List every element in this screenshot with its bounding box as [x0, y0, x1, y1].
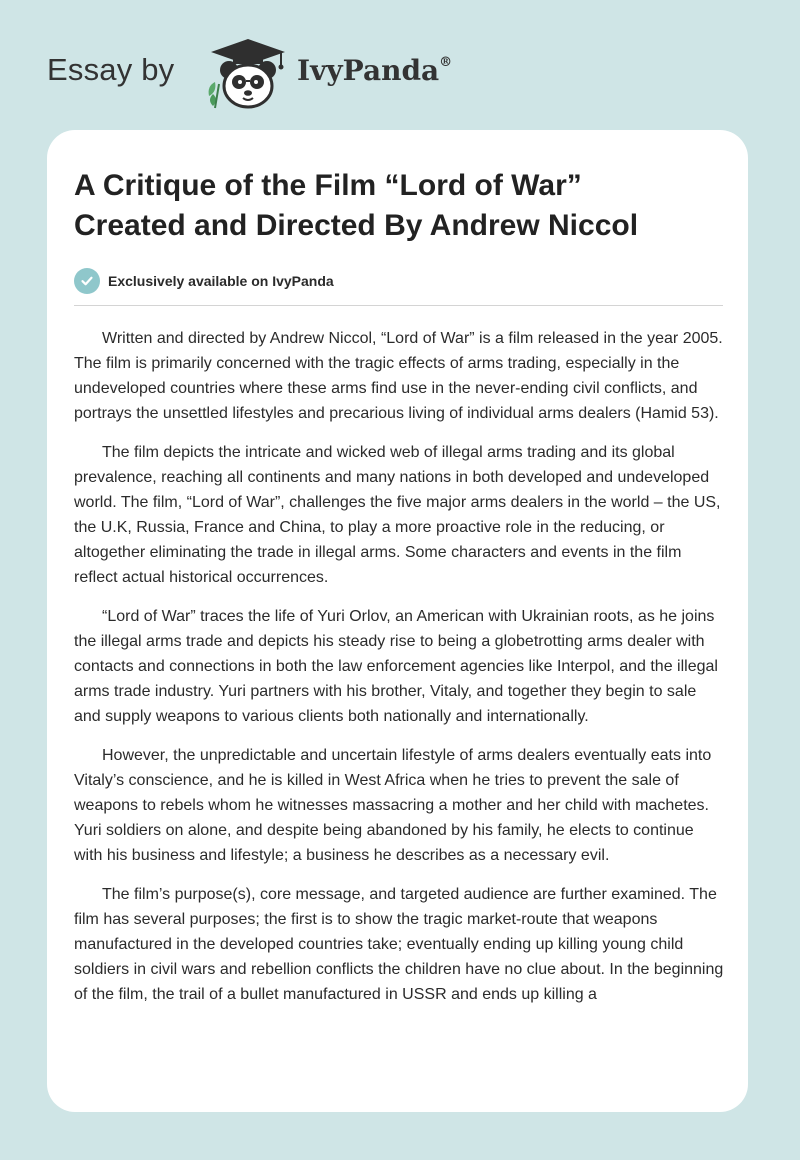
exclusive-badge-text: Exclusively available on IvyPanda — [108, 273, 334, 289]
article-body — [74, 326, 725, 1007]
brand-header[interactable] — [47, 32, 507, 112]
check-icon — [74, 268, 100, 294]
paragraph: The film’s purpose(s), core message, and targeted audience are further examined. The film has several purposes; the first is to show the tragic market-route that weapons manufactured in the developed countries take; eventually ending up killing young child soldiers in civil wars and rebellion conflicts the children have no clue about. In the beginning of the film, the trail of a bullet manufactured in USSR and ends up killing a — [74, 886, 724, 1003]
article-title — [74, 166, 725, 246]
brand-prefix: Essay by — [47, 52, 175, 87]
brand-name: IvyPanda® — [297, 54, 453, 87]
divider — [74, 305, 723, 306]
paragraph: “Lord of War” traces the life of Yuri Orlov, an American with Ukrainian roots, as he joins the illegal arms trade and depicts his steady rise to being a globetrotting arms dealer with contacts and connections in both the law enforcement agencies like Interpol, and the illegal arms trade industry. Yuri partners with his brother, Vitaly, and together they begin to sale and supply weapons to various clients both nationally and internationally. — [74, 608, 718, 725]
paragraph: However, the unpredictable and uncertain lifestyle of arms dealers eventually eats into Vitaly’s conscience, and he is killed in West Africa when he tries to prevent the sale of weapons to rebels whom he witnesses massacring a mother and her child with machetes. Yuri soldiers on alone, and despite being abandoned by his family, he elects to continue with his business and lifestyle; a business he describes as a necessary evil. — [74, 747, 712, 864]
article-card — [47, 130, 748, 1112]
paragraph: Written and directed by Andrew Niccol, “Lord of War” is a film released in the year 2005. The film is primarily concerned with the tragic effects of arms trading, especially in the undeveloped countries where these arms find use in the never-ending civil conflicts, and portrays the unsettled lifestyles and precarious living of individual arms dealers (Hamid 53). — [74, 330, 723, 422]
title-line-1: A Critique of the Film “Lord of War” — [74, 169, 582, 202]
exclusive-badge — [74, 268, 725, 294]
paragraph: The film depicts the intricate and wicked web of illegal arms trading and its global prevalence, reaching all continents and many nations in both developed and undeveloped world. The film, “Lord of War”, challenges the five major arms dealers in the world – the US, the U.K, Russia, France and China, to play a more proactive role in the reducing, or altogether eliminating the trade in illegal arms. Some characters and events in the film reflect actual historical occurrences. — [74, 444, 721, 586]
title-line-2: Created and Directed By Andrew Niccol — [74, 209, 639, 242]
panda-logo-icon — [203, 36, 293, 110]
article-content — [74, 166, 725, 1021]
